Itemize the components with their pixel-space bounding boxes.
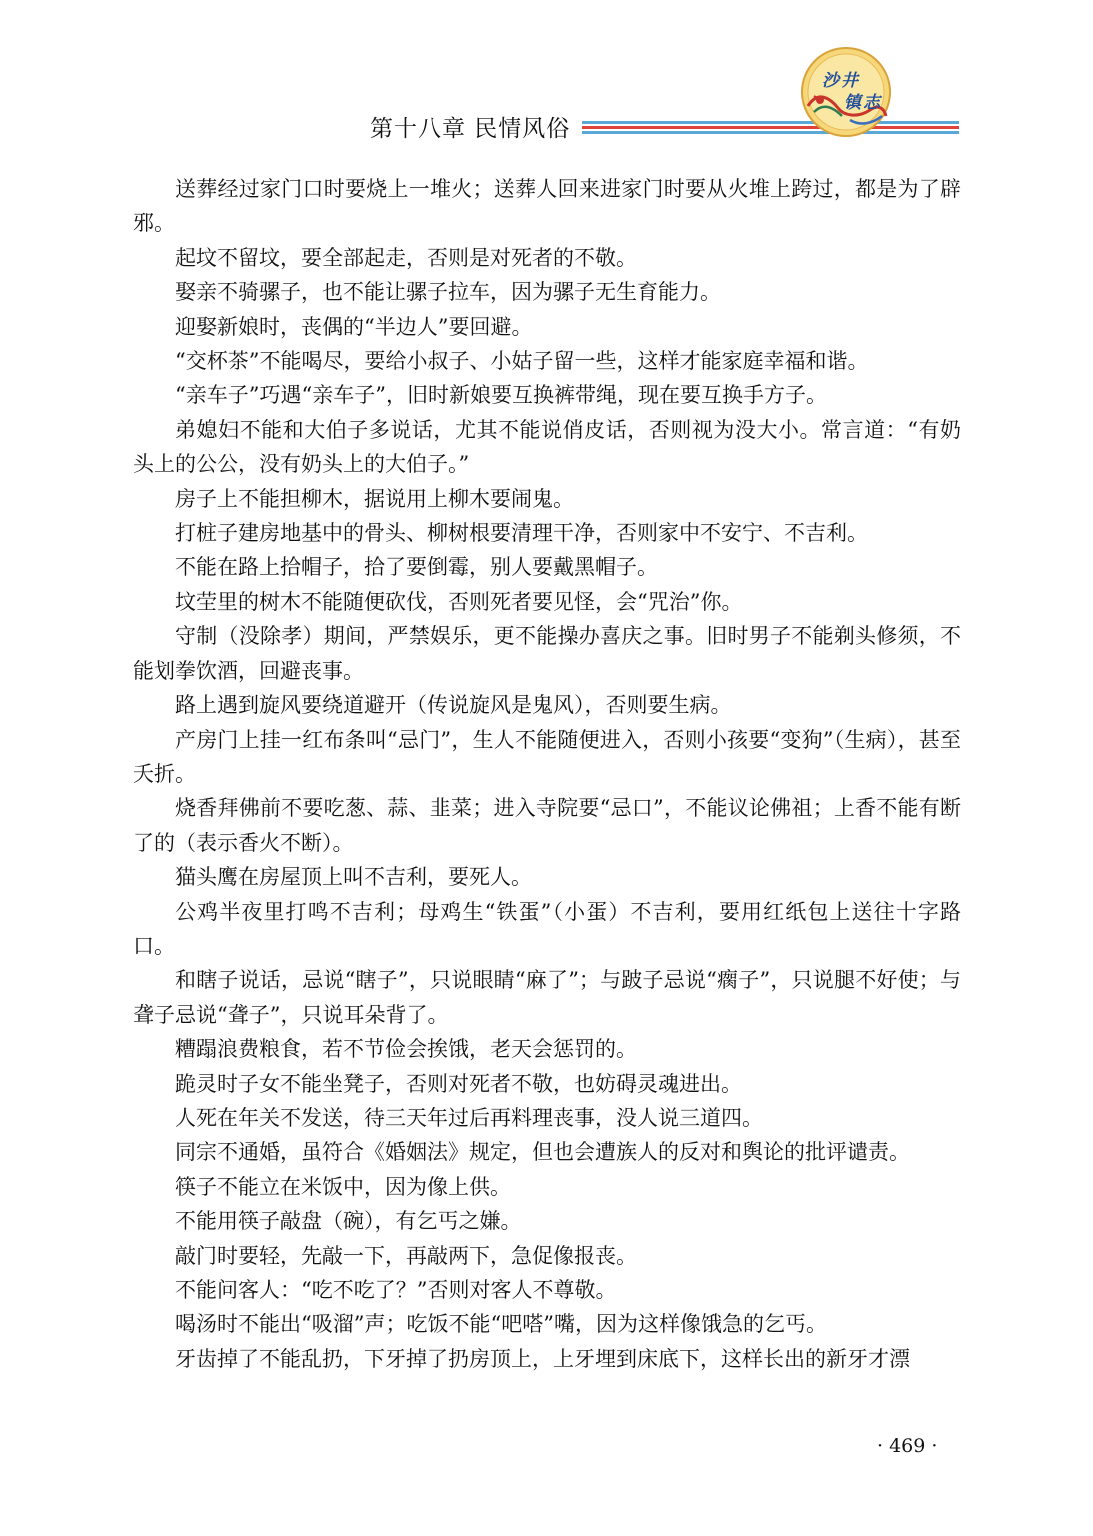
paragraph: 弟媳妇不能和大伯子多说话，尤其不能说俏皮话，否则视为没大小。常言道：“有奶头上的公公，没有奶头上的大伯子。” [133, 417, 961, 477]
emblem-text-line1: 沙井 [822, 71, 860, 91]
paragraph: 迎娶新娘时，丧偶的“半边人”要回避。 [175, 314, 533, 339]
paragraph: 糟蹋浪费粮食，若不节俭会挨饿，老天会惩罚的。 [175, 1037, 637, 1062]
paragraph: 牙齿掉了不能乱扔，下牙掉了扔房顶上，上牙埋到床底下，这样长出的新牙才漂 [175, 1346, 910, 1371]
page-number: · 469 · [877, 1435, 938, 1457]
paragraph: 猫头鹰在房屋顶上叫不吉利，要死人。 [175, 865, 532, 890]
body-text [133, 172, 961, 1376]
paragraph: 喝汤时不能出“吸溜”声；吃饭不能“吧嗒”嘴，因为这样像饿急的乞丐。 [175, 1312, 827, 1337]
paragraph: 路上遇到旋风要绕道避开（传说旋风是鬼风），否则要生病。 [175, 693, 732, 718]
paragraph: 不能在路上拾帽子，拾了要倒霉，别人要戴黑帽子。 [175, 555, 658, 580]
chapter-title: 第十八章 民情风俗 [370, 116, 571, 142]
paragraph: “交杯茶”不能喝尽，要给小叔子、小姑子留一些，这样才能家庭幸福和谐。 [175, 349, 869, 374]
paragraph: 打桩子建房地基中的骨头、柳树根要清理干净，否则家中不安宁、不吉利。 [175, 521, 868, 546]
paragraph: 坟茔里的树木不能随便砍伐，否则死者要见怪，会“咒治”你。 [175, 589, 743, 614]
paragraph: 不能问客人：“吃不吃了？”否则对客人不尊敬。 [175, 1278, 617, 1302]
paragraph: 和瞎子说话，忌说“瞎子”，只说眼睛“麻了”；与跛子忌说“瘸子”，只说腿不好使；与聋子忌说“聋子”，只说耳朵背了。 [133, 968, 961, 1027]
paragraph: 房子上不能担柳木，据说用上柳木要闹鬼。 [175, 486, 574, 511]
paragraph: 敲门时要轻，先敲一下，再敲两下，急促像报丧。 [175, 1243, 637, 1268]
paragraph: 起坟不留坟，要全部起走，否则是对死者的不敬。 [175, 245, 637, 270]
header-rule-blue-bottom [582, 131, 959, 134]
paragraph: 不能用筷子敲盘（碗），有乞丐之嫌。 [175, 1209, 522, 1234]
paragraph: 公鸡半夜里打鸣不吉利；母鸡生“铁蛋”（小蛋）不吉利，要用红纸包上送往十字路口。 [133, 899, 961, 958]
paragraph: 产房门上挂一红布条叫“忌门”，生人不能随便进入，否则小孩要“变狗”（生病），甚至夭折。 [133, 727, 961, 786]
paragraph: 烧香拜佛前不要吃葱、蒜、韭菜；进入寺院要“忌口”，不能议论佛祖；上香不能有断了的（表示香火不断）。 [133, 796, 961, 855]
paragraph: 同宗不通婚，虽符合《婚姻法》规定，但也会遭族人的反对和舆论的批评谴责。 [175, 1140, 910, 1165]
paragraph: 守制（没除孝）期间，严禁娱乐，更不能操办喜庆之事。旧时男子不能剃头修须，不能划拳饮酒，回避丧事。 [133, 624, 961, 683]
emblem-text-line2: 镇志 [844, 93, 882, 113]
phoenix-emblem-icon [800, 46, 892, 138]
paragraph: “亲车子”巧遇“亲车子”，旧时新娘要互换裤带绳，现在要互换手方子。 [175, 383, 827, 408]
paragraph: 人死在年关不发送，待三天年过后再料理丧事，没人说三道四。 [175, 1105, 763, 1130]
header-rule-red [582, 126, 959, 129]
paragraph: 跪灵时子女不能坐凳子，否则对死者不敬，也妨碍灵魂进出。 [175, 1071, 742, 1096]
paragraph: 娶亲不骑骡子，也不能让骡子拉车，因为骡子无生育能力。 [175, 280, 721, 305]
header-rule-blue-top [582, 121, 959, 124]
page-header [0, 0, 1093, 150]
paragraph: 送葬经过家门口时要烧上一堆火；送葬人回来进家门时要从火堆上跨过，都是为了辟邪。 [133, 177, 961, 236]
paragraph: 筷子不能立在米饭中，因为像上供。 [175, 1174, 511, 1199]
